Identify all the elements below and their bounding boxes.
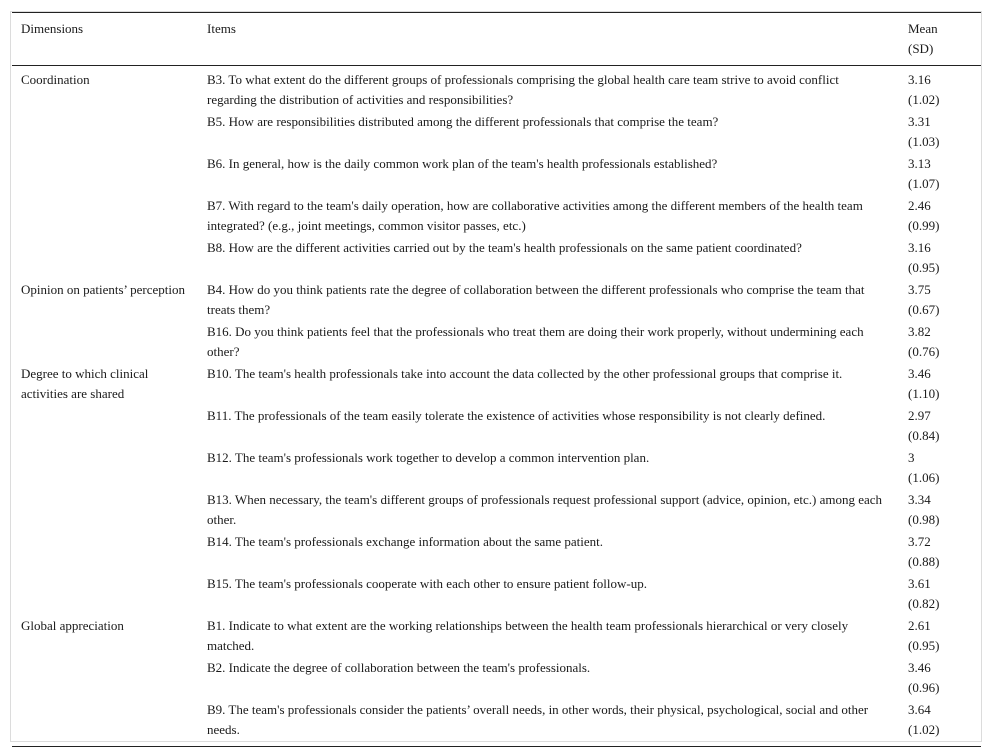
collaboration-items-table [12, 12, 981, 747]
sd-value: (0.96) [908, 680, 940, 695]
item-cell: B15. The team's professionals cooperate with each other to ensure patient follow-up. [207, 576, 648, 591]
table-row [12, 321, 981, 363]
sd-value: (0.82) [908, 596, 940, 611]
table-row [12, 153, 981, 195]
mean-value: 3.61 [908, 576, 931, 591]
table-header [12, 13, 981, 66]
dimension-cell [12, 321, 198, 363]
header-sd: (SD) [908, 41, 934, 56]
mean-value: 3.16 [908, 72, 931, 87]
item-cell: B13. When necessary, the team's different groups of professionals request professional support (advice, opinion, etc.) among each other. [207, 492, 883, 527]
sd-value: (1.03) [908, 134, 940, 149]
header-mean-sd [899, 13, 981, 66]
mean-sd-cell [899, 447, 981, 489]
dimension-cell: Coordination [21, 72, 90, 87]
header-mean: Mean [908, 21, 938, 36]
sd-value: (1.07) [908, 176, 940, 191]
table-row [12, 363, 981, 405]
item-cell: B7. With regard to the team's daily operation, how are collaborative activities among the different members of the health team integrated? (e.g., joint meetings, common visitor passes, etc.) [207, 198, 863, 233]
header-dimensions: Dimensions [12, 13, 198, 66]
mean-sd-cell [899, 66, 981, 112]
item-cell: B6. In general, how is the daily common work plan of the team's health professionals established? [207, 156, 718, 171]
table-row [12, 615, 981, 657]
table-row [12, 489, 981, 531]
mean-value: 3.72 [908, 534, 931, 549]
dimension-cell: Global appreciation [21, 618, 124, 633]
mean-sd-cell [899, 489, 981, 531]
item-cell: B11. The professionals of the team easily tolerate the existence of activities whose responsibility is not clearly defined. [207, 408, 826, 423]
sd-value: (1.06) [908, 470, 940, 485]
sd-value: (0.95) [908, 260, 940, 275]
header-row [12, 13, 981, 66]
mean-sd-cell [899, 279, 981, 321]
mean-value: 3.34 [908, 492, 931, 507]
item-cell: B1. Indicate to what extent are the working relationships between the health team professionals hierarchical or very closely matched. [207, 618, 849, 653]
mean-value: 3.82 [908, 324, 931, 339]
mean-sd-cell [899, 657, 981, 699]
table-body [12, 66, 981, 747]
mean-value: 3.46 [908, 660, 931, 675]
table-row [12, 237, 981, 279]
dimension-cell [12, 237, 198, 279]
mean-sd-cell [899, 237, 981, 279]
dimension-cell [12, 111, 198, 153]
sd-value: (0.88) [908, 554, 940, 569]
mean-sd-cell [899, 321, 981, 363]
dimension-cell [12, 153, 198, 195]
item-cell: B9. The team's professionals consider the patients’ overall needs, in other words, their physical, psychological, social and other needs. [198, 699, 899, 747]
dimension-cell: Degree to which clinical activities are shared [21, 366, 149, 401]
mean-value: 3 [908, 450, 915, 465]
dimension-cell [12, 405, 198, 447]
mean-sd-cell [899, 195, 981, 237]
mean-sd-cell [899, 363, 981, 405]
table-row [12, 573, 981, 615]
dimension-cell [12, 699, 198, 747]
sd-value: (1.10) [908, 386, 940, 401]
item-cell: B14. The team's professionals exchange information about the same patient. [207, 534, 603, 549]
sd-value: (0.84) [908, 428, 940, 443]
mean-value: 3.75 [908, 282, 931, 297]
mean-value: 3.13 [908, 156, 931, 171]
mean-value: 3.46 [908, 366, 931, 381]
table-row [12, 657, 981, 699]
mean-value: 2.46 [908, 198, 931, 213]
sd-value: (0.95) [908, 638, 940, 653]
dimension-cell: Opinion on patients’ perception [21, 282, 186, 297]
table-row [12, 531, 981, 573]
dimension-cell [12, 489, 198, 531]
item-cell: B5. How are responsibilities distributed among the different professionals that comprise the team? [207, 114, 719, 129]
mean-value: 3.64 [908, 702, 931, 717]
item-cell: B2. Indicate the degree of collaboration between the team's professionals. [207, 660, 591, 675]
table-row [12, 111, 981, 153]
mean-sd-cell [899, 699, 981, 747]
header-items: Items [198, 13, 899, 66]
mean-value: 2.97 [908, 408, 931, 423]
sd-value: (1.02) [908, 92, 940, 107]
mean-value: 2.61 [908, 618, 931, 633]
mean-sd-cell [899, 573, 981, 615]
dimension-cell [12, 657, 198, 699]
mean-sd-cell [899, 531, 981, 573]
mean-value: 3.31 [908, 114, 931, 129]
item-cell: B4. How do you think patients rate the degree of collaboration between the different professionals who comprise the team that treats them? [207, 282, 865, 317]
dimension-cell [12, 573, 198, 615]
table-row [12, 447, 981, 489]
item-cell: B12. The team's professionals work together to develop a common intervention plan. [207, 450, 650, 465]
table-row [12, 699, 981, 747]
table-row [12, 195, 981, 237]
item-cell: B8. How are the different activities carried out by the team's health professionals on the same patient coordinated? [207, 240, 802, 255]
sd-value: (0.99) [908, 218, 940, 233]
item-cell: B16. Do you think patients feel that the professionals who treat them are doing their work properly, without undermining each other? [207, 324, 864, 359]
dimension-cell [12, 447, 198, 489]
table-row [12, 279, 981, 321]
sd-value: (1.02) [908, 722, 940, 737]
mean-sd-cell [899, 615, 981, 657]
dimension-cell [12, 531, 198, 573]
item-cell: B10. The team's health professionals take into account the data collected by the other professional groups that comprise it. [207, 366, 843, 381]
mean-value: 3.16 [908, 240, 931, 255]
item-cell: B3. To what extent do the different groups of professionals comprising the global health care team strive to avoid conflict regarding the distribution of activities and responsibilities? [207, 72, 839, 107]
mean-sd-cell [899, 405, 981, 447]
sd-value: (0.67) [908, 302, 940, 317]
table-row [12, 405, 981, 447]
mean-sd-cell [899, 153, 981, 195]
sd-value: (0.98) [908, 512, 940, 527]
dimension-cell [12, 195, 198, 237]
mean-sd-cell [899, 111, 981, 153]
table-row [12, 66, 981, 112]
sd-value: (0.76) [908, 344, 940, 359]
